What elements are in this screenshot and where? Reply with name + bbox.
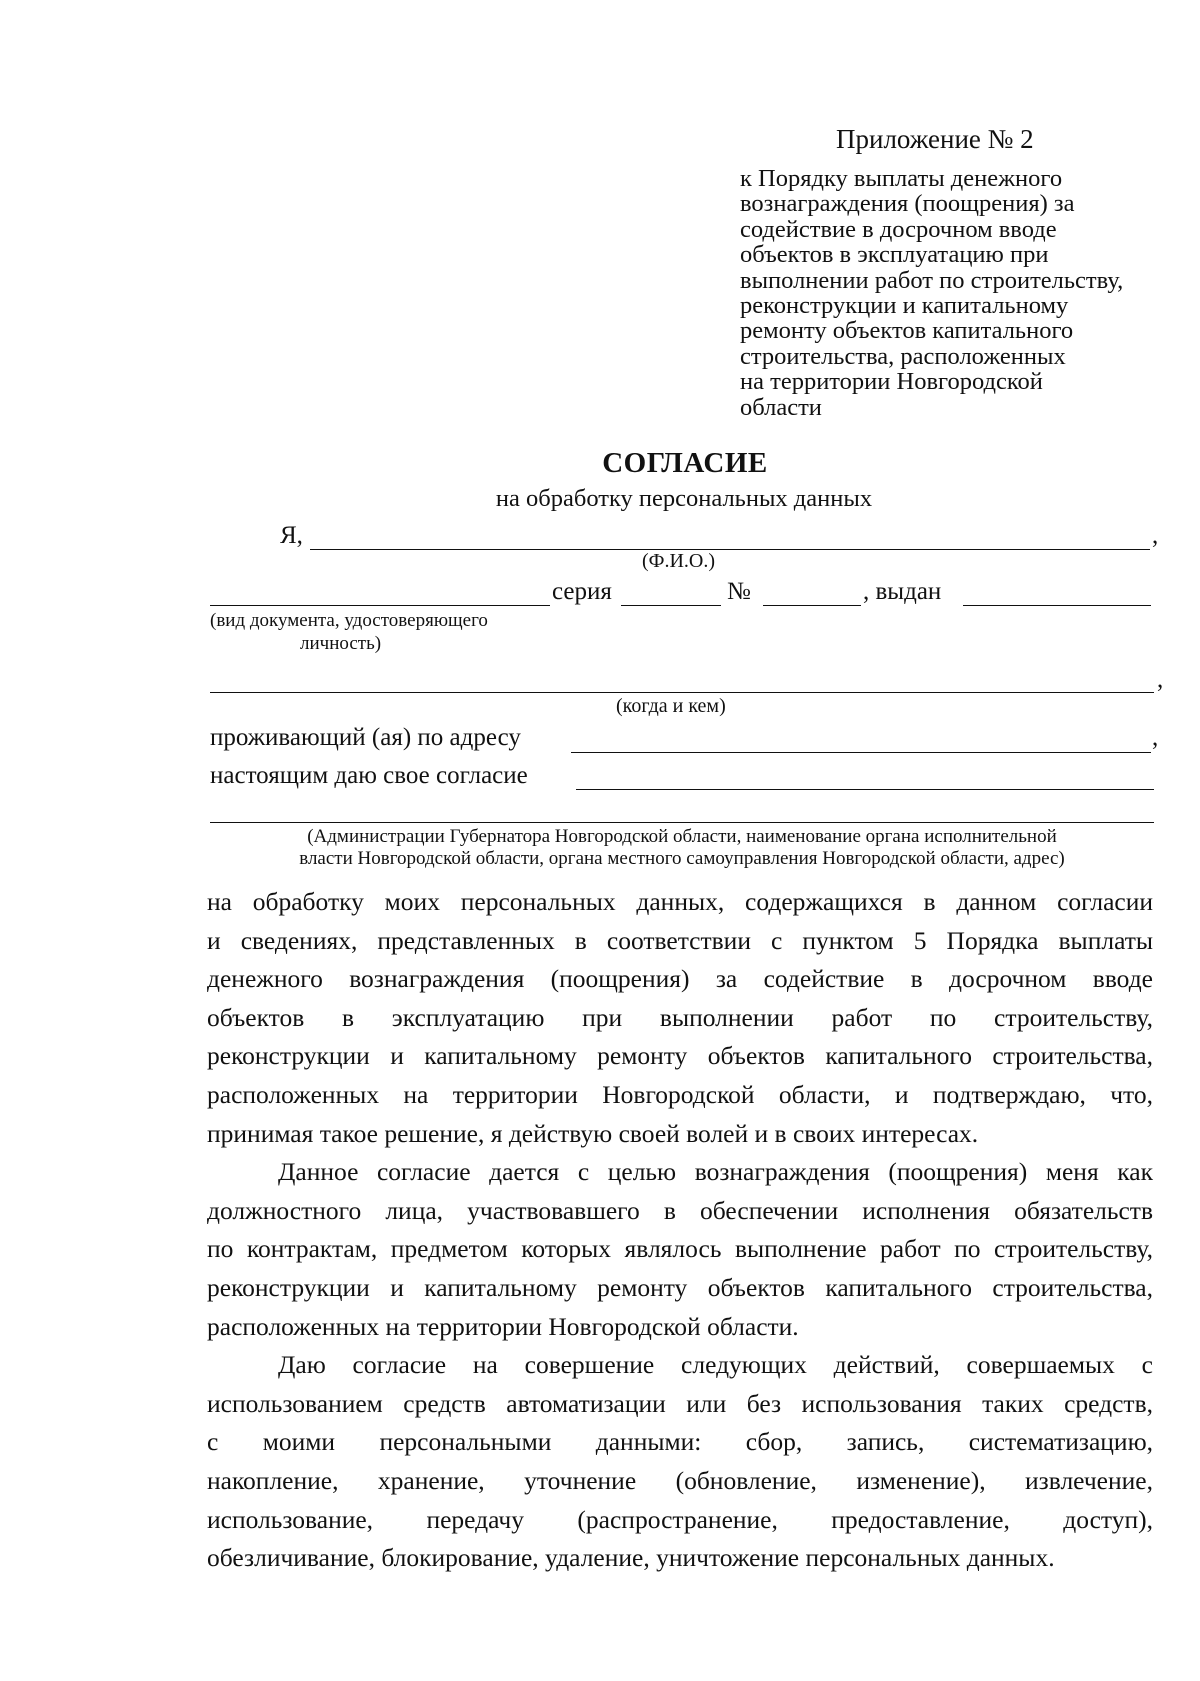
body-line: с моими персональными данными: сбор, запись, систематизацию, — [207, 1427, 1153, 1457]
appendix-reference-line: выполнении работ по строительству, — [740, 266, 1124, 294]
appendix-reference-line: к Порядку выплаты денежного — [740, 165, 1063, 192]
address-label: проживающий (ая) по адресу — [210, 724, 521, 751]
fio-field-line[interactable] — [310, 549, 1150, 550]
consent-org-field-line-2[interactable] — [210, 822, 1154, 823]
consent-paragraph-2 — [207, 1153, 1153, 1346]
appendix-number: Приложение № 2 — [836, 124, 1034, 154]
body-line: обезличивание, блокирование, удаление, уничтожение персональных данных. — [207, 1543, 1055, 1573]
body-line: накопление, хранение, уточнение (обновление, изменение), извлечение, — [207, 1465, 1153, 1495]
body-line: по контрактам, предметом которых являлось выполнение работ по строительству, — [207, 1234, 1153, 1264]
issued-by-field-line[interactable] — [210, 692, 1154, 693]
appendix-reference-line: области — [740, 393, 822, 421]
issued-label: , выдан — [863, 578, 942, 605]
appendix-reference-line: строительства, расположенных — [740, 342, 1066, 370]
appendix-reference-line: на территории Новгородской — [740, 368, 1043, 396]
org-caption: (Администрации Губернатора Новгородской области, наименование органа исполнительной — [307, 826, 1057, 847]
number-field-line[interactable] — [763, 605, 861, 606]
consent-label: настоящим даю свое согласие — [210, 762, 528, 789]
document-type-caption: (вид документа, удостоверяющего — [210, 610, 488, 631]
appendix-reference-line: объектов в эксплуатацию при — [740, 241, 1049, 269]
consent-org-field-line[interactable] — [576, 789, 1154, 790]
document-subtitle: на обработку персональных данных — [495, 485, 873, 512]
series-label: серия — [552, 578, 612, 605]
address-field-line[interactable] — [571, 752, 1151, 753]
i-label: Я, — [280, 522, 303, 549]
appendix-reference-line: реконструкции и капитальному — [740, 292, 1069, 320]
body-line: и сведениях, представленных в соответствии с пунктом 5 Порядка выплаты — [207, 925, 1153, 955]
issued-by-caption: (когда и кем) — [616, 695, 726, 717]
body-line: Даю согласие на совершение следующих действий, совершаемых с — [278, 1350, 1153, 1380]
consent-paragraph-1 — [207, 883, 1153, 1153]
body-line: Данное согласие дается с целью вознаграждения (поощрения) меня как — [278, 1157, 1153, 1187]
fio-comma: , — [1152, 522, 1159, 549]
number-label: № — [727, 578, 751, 605]
body-line: на обработку моих персональных данных, содержащихся в данном согласии — [207, 887, 1153, 916]
fio-caption: (Ф.И.О.) — [642, 550, 716, 572]
issued-field-line[interactable] — [963, 605, 1151, 606]
appendix-reference-line: ремонту объектов капитального — [740, 317, 1074, 345]
document-type-caption-2: личность) — [300, 633, 382, 654]
consent-body — [207, 883, 1153, 1578]
consent-paragraph-3 — [207, 1346, 1153, 1578]
body-line: расположенных на территории Новгородской области. — [207, 1311, 799, 1341]
appendix-reference-line: содействие в досрочном вводе — [740, 215, 1057, 243]
appendix-reference — [740, 166, 1160, 420]
document-title: СОГЛАСИЕ — [602, 447, 768, 479]
issued-by-comma: , — [1157, 666, 1164, 693]
document-type-field-line[interactable] — [210, 605, 550, 606]
org-caption-2: власти Новгородской области, органа местного самоуправления Новгородской области, адрес) — [299, 848, 1065, 869]
body-line: должностного лица, участвовавшего в обеспечении исполнения обязательств — [207, 1195, 1153, 1225]
body-line: использованием средств автоматизации или без использования таких средств, — [207, 1388, 1153, 1418]
body-line: денежного вознаграждения (поощрения) за содействие в досрочном вводе — [207, 964, 1153, 994]
body-line: расположенных на территории Новгородской области, и подтверждаю, что, — [207, 1079, 1153, 1109]
body-line: реконструкции и капитальному ремонту объектов капитального строительства, — [207, 1272, 1153, 1302]
body-line: объектов в эксплуатацию при выполнении работ по строительству, — [207, 1002, 1153, 1032]
appendix-reference-line: вознаграждения (поощрения) за — [740, 190, 1075, 218]
body-line: использование, передачу (распространение, предоставление, доступ), — [207, 1504, 1153, 1534]
body-line: принимая такое решение, я действую своей волей и в своих интересах. — [207, 1118, 979, 1148]
body-line: реконструкции и капитальному ремонту объектов капитального строительства, — [207, 1041, 1153, 1071]
address-comma: , — [1152, 724, 1159, 751]
series-field-line[interactable] — [621, 605, 721, 606]
